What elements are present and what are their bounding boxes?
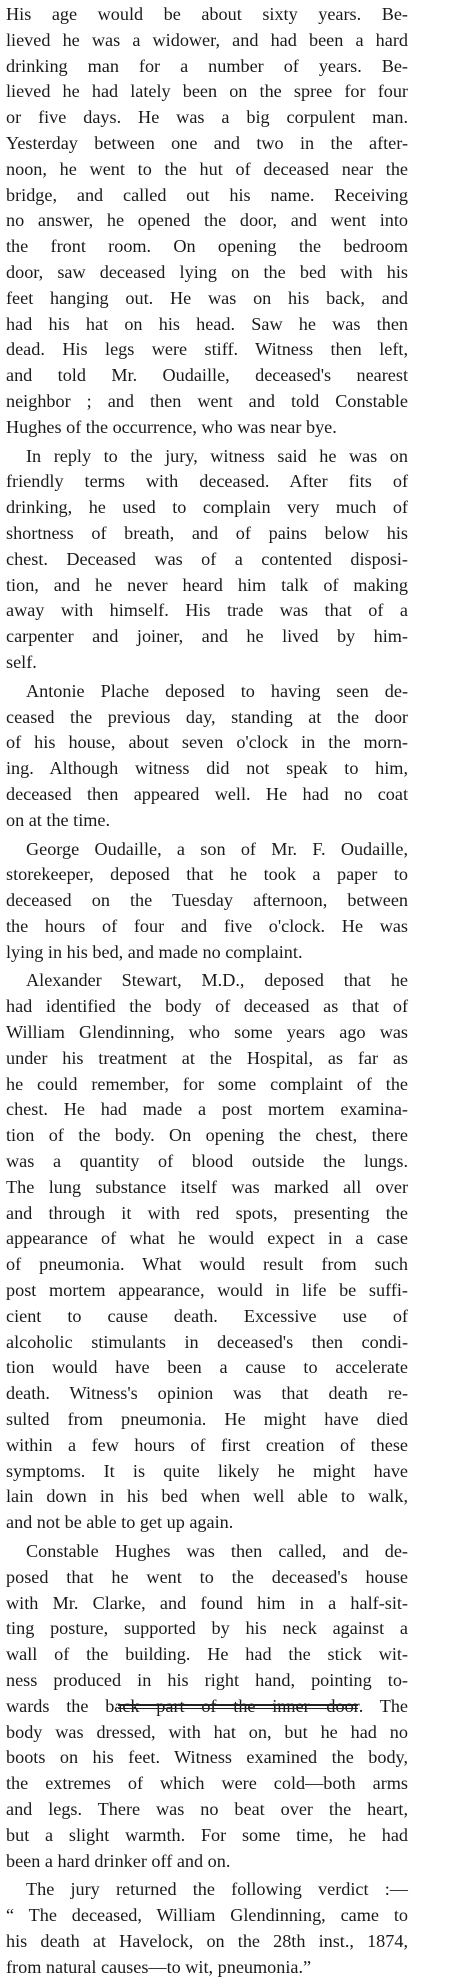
text-line: under his treatment at the Hospital, as far as <box>6 1047 408 1068</box>
text-line: William Glendinning, who some years ago was <box>6 1022 408 1043</box>
text-line: with Mr. Clarke, and found him in a half-sit- <box>6 1592 408 1613</box>
text-line: lieved he had lately been on the spree for four <box>6 81 408 102</box>
text-line: he could remember, for some complaint of the <box>6 1073 408 1094</box>
closing-rule <box>118 1704 358 1709</box>
article-paragraph <box>6 1877 408 1980</box>
text-line: Hughes of the occurrence, who was near bye. <box>6 416 337 437</box>
text-line: deceased on the Tuesday afternoon, between <box>6 890 408 911</box>
text-line: lain down in his bed when well able to walk, <box>6 1486 408 1507</box>
text-line: ceased the previous day, standing at the door <box>6 706 408 727</box>
article-paragraph <box>6 837 408 966</box>
article-paragraph <box>6 968 408 1536</box>
text-line: shortness of breath, and of pains below his <box>6 522 408 543</box>
text-line: wards the back part of the inner door. The <box>6 1695 408 1716</box>
text-line: Alexander Stewart, M.D., deposed that he <box>26 970 408 991</box>
text-line: tion, and he never heard him talk of making <box>6 574 408 595</box>
text-line: the front room. On opening the bedroom <box>6 236 408 257</box>
text-line: noon, he went to the hut of deceased near the <box>6 158 408 179</box>
text-line: door, saw deceased lying on the bed with his <box>6 261 408 282</box>
text-line: but a slight warmth. For some time, he had <box>6 1824 408 1845</box>
text-line: wall of the building. He had the stick wit- <box>6 1644 408 1665</box>
text-line: alcoholic stimulants in deceased's then condi- <box>6 1331 408 1352</box>
text-line: Antonie Plache deposed to having seen de- <box>26 680 408 701</box>
text-line: tion would have been a cause to accelerate <box>6 1357 408 1378</box>
text-line: boots on his feet. Witness examined the body, <box>6 1747 408 1768</box>
text-line: chest. Deceased was of a contented disposi- <box>6 548 408 569</box>
text-line: drinking, he used to complain very much of <box>6 497 408 518</box>
text-line: Yesterday between one and two in the after- <box>6 132 408 153</box>
text-line: ing. Although witness did not speak to him, <box>6 758 408 779</box>
text-line: of pneumonia. What would result from such <box>6 1254 408 1275</box>
text-line: and through it with red spots, presenting the <box>6 1202 408 1223</box>
text-line: neighbor ; and then went and told Constable <box>6 390 408 411</box>
text-line: George Oudaille, a son of Mr. F. Oudaille, <box>26 838 408 859</box>
text-line: on at the time. <box>6 809 111 830</box>
text-line: and not be able to get up again. <box>6 1512 234 1533</box>
text-line: death. Witness's opinion was that death re- <box>6 1383 408 1404</box>
text-line: storekeeper, deposed that he took a paper to <box>6 864 408 885</box>
text-line: been a hard drinker off and on. <box>6 1850 231 1871</box>
article-paragraph <box>6 679 408 834</box>
text-line: posed that he went to the deceased's house <box>6 1566 408 1587</box>
text-line: or five days. He was a big corpulent man. <box>6 107 408 128</box>
text-line: within a few hours of first creation of these <box>6 1434 408 1455</box>
text-line: of his house, about seven o'clock in the morn- <box>6 732 408 753</box>
text-line: body was dressed, with hat on, but he had no <box>6 1721 408 1742</box>
text-line: drinking man for a number of years. Be- <box>6 55 408 76</box>
text-line: had identified the body of deceased as that of <box>6 996 408 1017</box>
text-line: Constable Hughes was then called, and de- <box>26 1541 408 1562</box>
text-line: and told Mr. Oudaille, deceased's nearest <box>6 365 408 386</box>
text-line: the hours of four and five o'clock. He was <box>6 915 408 936</box>
text-line: self. <box>6 651 37 672</box>
text-line: the extremes of which were cold—both arms <box>6 1773 408 1794</box>
article-paragraph <box>6 2 408 441</box>
text-line: post mortem appearance, would in life be suffi- <box>6 1280 408 1301</box>
text-line: chest. He had made a post mortem examina- <box>6 1099 408 1120</box>
text-line: The jury returned the following verdict :— <box>26 1879 408 1900</box>
text-line: tion of the body. On opening the chest, there <box>6 1125 408 1146</box>
text-line: deceased then appeared well. He had no coat <box>6 783 408 804</box>
text-line: away with himself. His trade was that of a <box>6 600 408 621</box>
text-line: lieved he was a widower, and had been a hard <box>6 29 408 50</box>
text-line: ness produced in his right hand, pointing to- <box>6 1670 408 1690</box>
text-line: carpenter and joiner, and he lived by him- <box>6 626 408 647</box>
text-line: from natural causes—to wit, pneumonia.” <box>6 1956 312 1977</box>
text-line: friendly terms with deceased. After fits of <box>6 471 408 492</box>
text-line: sulted from pneumonia. He might have died <box>6 1409 408 1430</box>
text-line: dead. His legs were stiff. Witness then left, <box>6 339 408 360</box>
text-line: His age would be about sixty years. Be- <box>6 4 408 24</box>
article-column <box>6 2 408 1981</box>
text-line: feet hanging out. He was on his back, and <box>6 287 408 308</box>
text-line: had his hat on his head. Saw he was then <box>6 313 408 334</box>
text-line: lying in his bed, and made no complaint. <box>6 941 303 962</box>
text-line: appearance of what he would expect in a case <box>6 1228 408 1249</box>
text-line: his death at Havelock, on the 28th inst., 1874, <box>6 1930 408 1951</box>
text-line: ting posture, supported by his neck against a <box>6 1618 408 1639</box>
text-line: “ The deceased, William Glendinning, came to <box>6 1905 408 1926</box>
text-line: and legs. There was no beat over the heart, <box>6 1798 408 1819</box>
text-line: was a quantity of blood outside the lungs. <box>6 1151 408 1172</box>
text-line: In reply to the jury, witness said he was on <box>26 445 408 466</box>
text-line: bridge, and called out his name. Receiving <box>6 184 408 205</box>
text-line: The lung substance itself was marked all over <box>6 1176 408 1197</box>
text-line: symptoms. It is quite likely he might have <box>6 1460 408 1481</box>
text-line: no answer, he opened the door, and went into <box>6 210 408 231</box>
text-line: cient to cause death. Excessive use of <box>6 1305 408 1326</box>
article-paragraph <box>6 444 408 676</box>
